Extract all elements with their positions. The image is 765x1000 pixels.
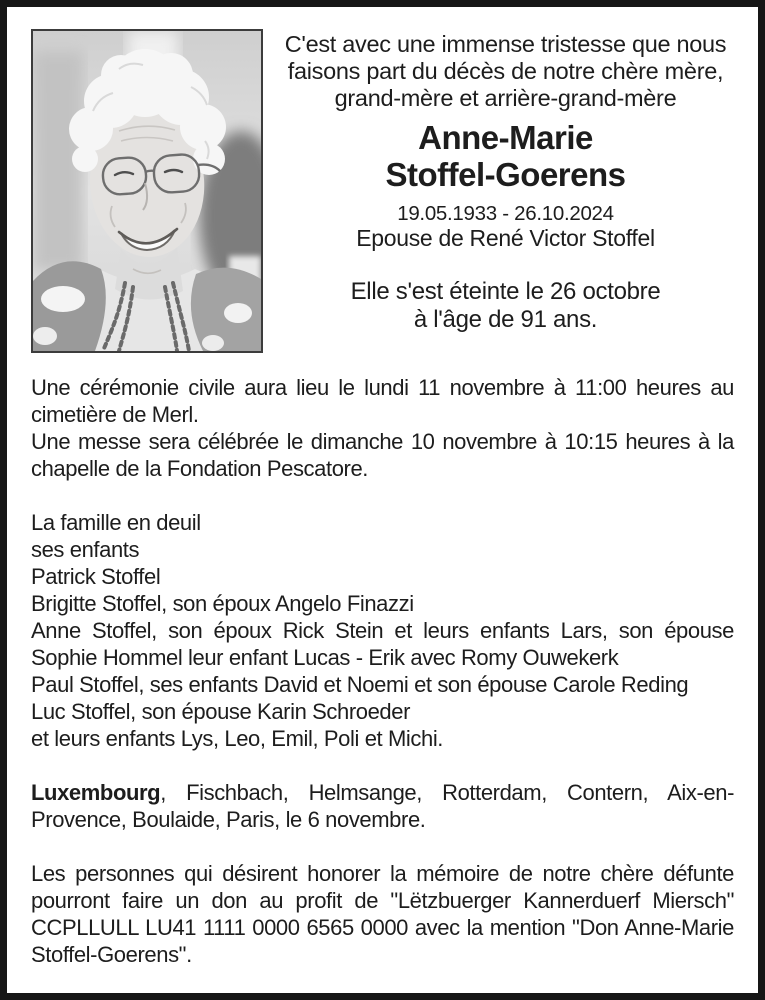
donation-paragraph: Les personnes qui désirent honorer la mémoire de notre chère défunte pourront faire un don au profit de "Lëtzbuerger Kannerduerf Miersch" CCPLLULL LU41 1111 0000 6565 0000 avec la mention "Don Anne-Marie Stoffel-Goerens".: [31, 861, 734, 967]
family-member: Luc Stoffel, son épouse Karin Schroeder: [31, 699, 411, 724]
announcement-intro: C'est avec une immense tristesse que nous faisons part du décès de notre chère mère, grand-mère et arrière-grand-mère: [284, 31, 727, 111]
family-section: [31, 509, 734, 752]
family-member: Paul Stoffel, ses enfants David et Noemi et son épouse Carole Reding: [31, 672, 689, 697]
portrait-photo-illustration: [33, 31, 261, 351]
deceased-name-line1: Anne-Marie: [418, 119, 593, 156]
family-subtitle: ses enfants: [31, 537, 140, 562]
deceased-name: [277, 119, 734, 193]
ceremony-paragraph-2: Une messe sera célébrée le dimanche 10 novembre à 10:15 heures à la chapelle de la Fondation Pescatore.: [31, 429, 734, 481]
announcement-column: [263, 29, 734, 334]
spouse-line: Epouse de René Victor Stoffel: [356, 225, 655, 251]
locations-line: [31, 779, 734, 833]
top-section: [31, 29, 734, 353]
passing-statement: [277, 278, 734, 334]
locations-rest: , Fischbach, Helmsange, Rotterdam, Contern, Aix-en-Provence, Boulaide, Paris, le 6 novembre.: [31, 780, 734, 832]
locations-lead-city: Luxembourg: [31, 780, 161, 805]
family-member: Patrick Stoffel: [31, 564, 161, 589]
passing-line1: Elle s'est éteinte le 26 octobre: [350, 278, 661, 305]
ceremony-section: [31, 374, 734, 482]
family-title: La famille en deuil: [31, 510, 201, 535]
life-dates: 19.05.1933 - 26.10.2024: [397, 202, 614, 225]
family-member: et leurs enfants Lys, Leo, Emil, Poli et Michi.: [31, 726, 444, 751]
obituary-content: [7, 7, 758, 968]
ceremony-paragraph-1: Une cérémonie civile aura lieu le lundi 11 novembre à 11:00 heures au cimetière de Merl.: [31, 375, 734, 427]
family-member: Anne Stoffel, son époux Rick Stein et leurs enfants Lars, son épouse Sophie Hommel leur enfant Lucas - Erik avec Romy Ouwekerk: [31, 618, 734, 670]
portrait-photo: [31, 29, 263, 353]
passing-line2: à l'âge de 91 ans.: [413, 306, 598, 333]
family-member: Brigitte Stoffel, son époux Angelo Finazzi: [31, 591, 414, 616]
deceased-name-line2: Stoffel-Goerens: [385, 156, 626, 193]
